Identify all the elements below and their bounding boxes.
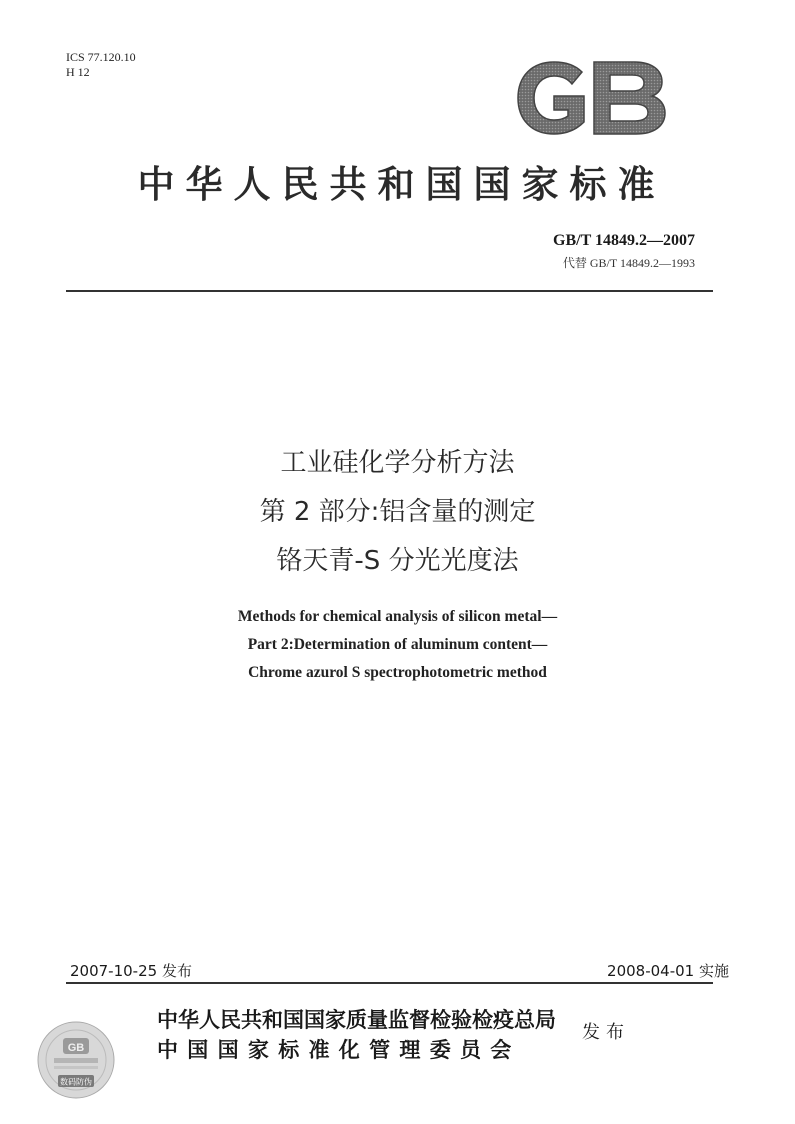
seal-caption: 数码防伪 [60, 1077, 92, 1087]
publish-label: 发布 [582, 1022, 630, 1043]
ics-code-block [66, 50, 136, 80]
english-title-line-1: Methods for chemical analysis of silicon metal— [237, 608, 558, 625]
header-divider [66, 290, 713, 292]
english-title-line-2: Part 2:Determination of aluminum content— [247, 636, 548, 653]
footer-divider [66, 982, 713, 984]
implementation-date: 2008-04-01 实施 [607, 962, 729, 980]
anti-counterfeit-seal [36, 1020, 116, 1100]
classification-code: H 12 [66, 65, 90, 79]
issue-date: 2007-10-25 发布 [70, 962, 192, 980]
gb-logo [512, 58, 670, 138]
ics-code: ICS 77.120.10 [66, 50, 136, 64]
svg-text:GB: GB [67, 1042, 85, 1054]
publisher-line-1: 中华人民共和国国家质量监督检验检疫总局 [157, 1008, 556, 1032]
publisher-line-2: 中国国家标准化管理委员会 [157, 1038, 521, 1062]
chinese-title-line-2: 第 2 部分:铝含量的测定 [259, 497, 536, 527]
english-title-line-3: Chrome azurol S spectrophotometric method [248, 664, 547, 681]
organization-title: 中华人民共和国国家标准 [137, 163, 666, 206]
standard-number: GB/T 14849.2—2007 [553, 232, 695, 249]
chinese-title-line-1: 工业硅化学分析方法 [280, 448, 515, 478]
chinese-title-line-3: 铬天青-S 分光光度法 [276, 546, 519, 576]
replaced-standard: 代替 GB/T 14849.2—1993 [562, 256, 695, 270]
